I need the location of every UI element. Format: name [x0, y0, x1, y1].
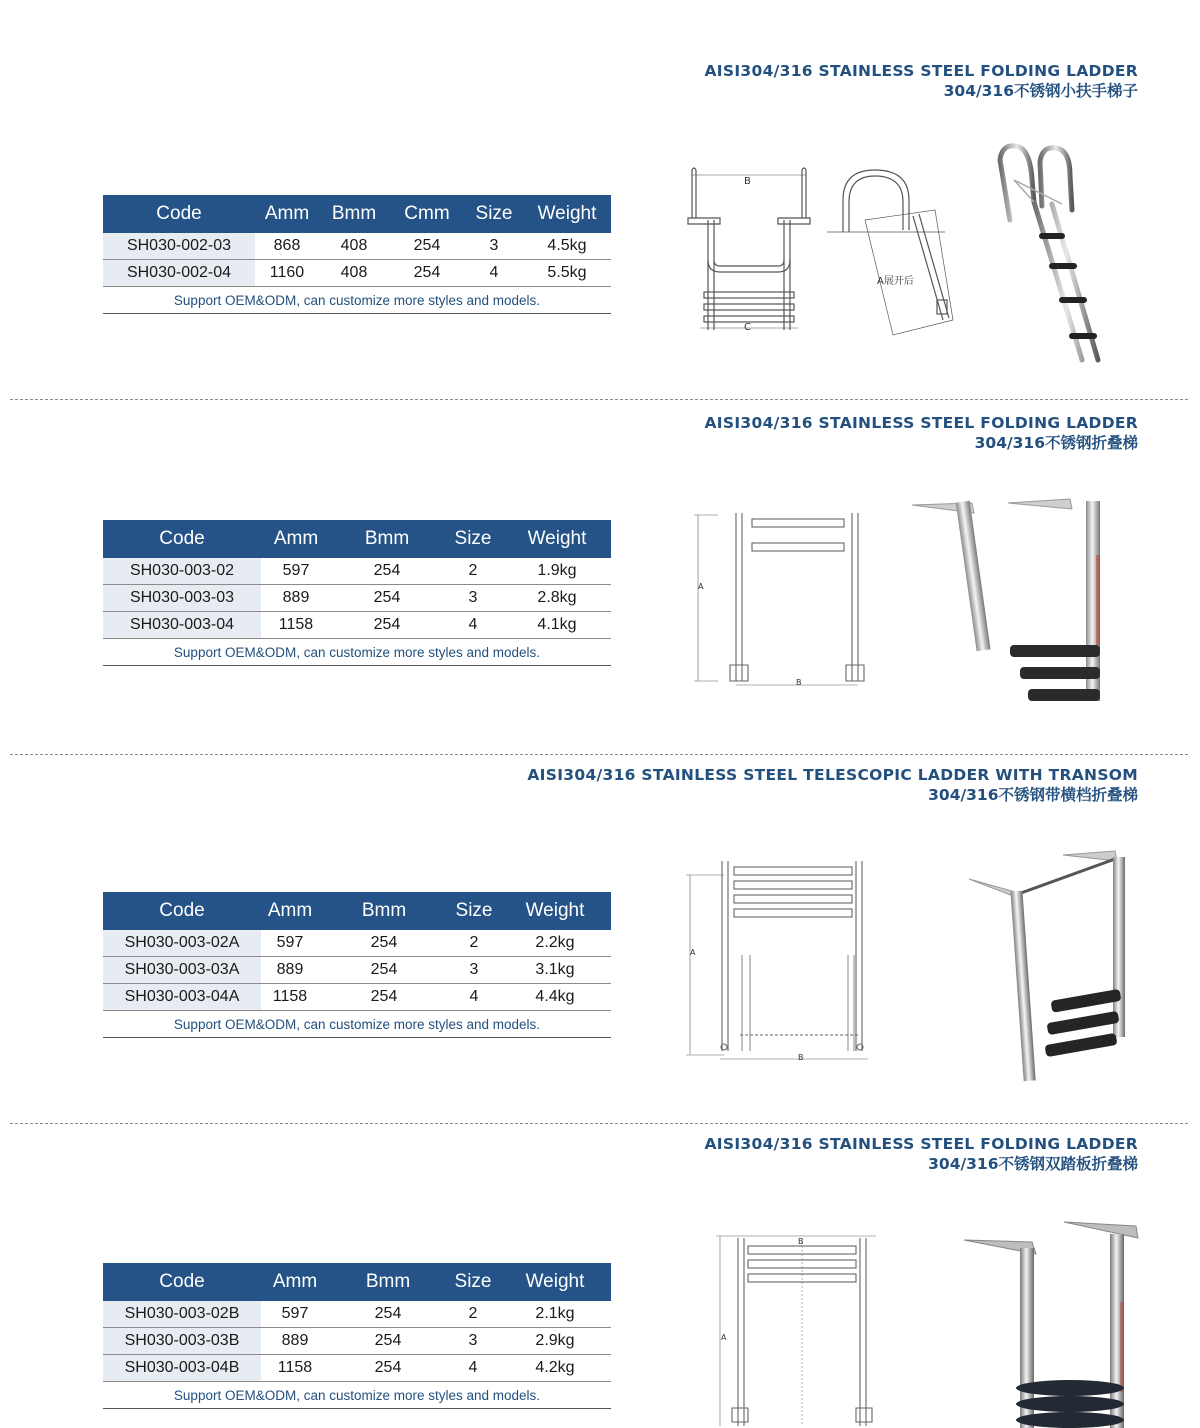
section-4-title-cn: 304/316不锈钢双踏板折叠梯 [928, 1155, 1138, 1173]
support-note: Support OEM&ODM, can customize more styles and models. [103, 639, 611, 666]
cell: 254 [331, 558, 443, 585]
table-row [103, 1328, 611, 1355]
column-header: Amm [261, 892, 319, 930]
cell: 3 [465, 233, 523, 260]
cell-code: SH030-003-02B [103, 1301, 261, 1328]
table-row [103, 984, 611, 1011]
cell: 4 [447, 1355, 499, 1382]
drawing-label-b: B [744, 176, 751, 187]
table-header-row [103, 1263, 611, 1301]
drawing-label-unfold: A展开后 [877, 276, 914, 287]
support-note: Support OEM&ODM, can customize more styles and models. [103, 1382, 611, 1409]
table-row [103, 1301, 611, 1328]
cell: 1160 [255, 260, 319, 287]
cell: 889 [261, 957, 319, 984]
section-1-title [705, 61, 1139, 101]
table-row [103, 1355, 611, 1382]
cell: 3.1kg [499, 957, 611, 984]
table-row [103, 233, 611, 260]
cell: 868 [255, 233, 319, 260]
section-3-title-en: AISI304/316 STAINLESS STEEL TELESCOPIC LADDER WITH TRANSOM [527, 766, 1138, 784]
cell: 408 [319, 233, 389, 260]
column-header: Bmm [329, 1263, 447, 1301]
cell: 3 [447, 1328, 499, 1355]
section-1-front-drawing [680, 160, 820, 340]
cell-code: SH030-003-03A [103, 957, 261, 984]
column-header: Weight [499, 892, 611, 930]
section-1-title-cn: 304/316不锈钢小扶手梯子 [943, 82, 1138, 100]
cell: 5.5kg [523, 260, 611, 287]
drawing-label-a: A [721, 1333, 727, 1342]
section-4-title-en: AISI304/316 STAINLESS STEEL FOLDING LADDER [704, 1135, 1138, 1153]
section-1-title-en: AISI304/316 STAINLESS STEEL FOLDING LADDER [704, 62, 1138, 80]
cell: 254 [331, 612, 443, 639]
section-3-spec-table [103, 892, 611, 1038]
column-header: Code [103, 520, 261, 558]
cell: 2.2kg [499, 930, 611, 957]
cell: 1158 [261, 1355, 329, 1382]
column-header: Weight [523, 195, 611, 233]
cell: 4.4kg [499, 984, 611, 1011]
cell: 254 [329, 1328, 447, 1355]
drawing-label-a: A [690, 948, 696, 957]
drawing-label-b: B [796, 678, 802, 687]
column-header: Size [449, 892, 499, 930]
cell-code: SH030-003-02A [103, 930, 261, 957]
cell: 254 [319, 930, 449, 957]
cell: 3 [449, 957, 499, 984]
table-row [103, 558, 611, 585]
column-header: Size [443, 520, 503, 558]
column-header: Bmm [319, 195, 389, 233]
section-1-spec-table [103, 195, 611, 314]
drawing-label-b: B [798, 1053, 804, 1062]
column-header: Amm [261, 1263, 329, 1301]
section-2-ladder-photo [910, 495, 1120, 725]
table-header-row [103, 520, 611, 558]
section-1-ladder-photo [990, 140, 1110, 370]
section-2-title-cn: 304/316不锈钢折叠梯 [974, 434, 1138, 452]
column-header: Code [103, 1263, 261, 1301]
cell: 254 [319, 984, 449, 1011]
column-header: Size [447, 1263, 499, 1301]
section-4-spec-table [103, 1263, 611, 1409]
section-2-spec-table [103, 520, 611, 666]
cell: 597 [261, 558, 331, 585]
cell-code: SH030-003-03B [103, 1328, 261, 1355]
cell-code: SH030-002-04 [103, 260, 255, 287]
column-header: Weight [503, 520, 611, 558]
cell: 597 [261, 930, 319, 957]
table-header-row [103, 892, 611, 930]
cell: 1.9kg [503, 558, 611, 585]
cell: 4.2kg [499, 1355, 611, 1382]
cell-code: SH030-003-04 [103, 612, 261, 639]
column-header: Code [103, 195, 255, 233]
section-3-title [527, 765, 1138, 805]
cell: 4.1kg [503, 612, 611, 639]
section-2-title [705, 413, 1139, 453]
column-header: Weight [499, 1263, 611, 1301]
cell-code: SH030-002-03 [103, 233, 255, 260]
cell: 4 [449, 984, 499, 1011]
table-row [103, 260, 611, 287]
cell: 4.5kg [523, 233, 611, 260]
section-4-title [705, 1134, 1139, 1174]
cell: 1158 [261, 984, 319, 1011]
column-header: Code [103, 892, 261, 930]
drawing-label-c: C [744, 322, 751, 333]
cell: 2.1kg [499, 1301, 611, 1328]
section-4-front-drawing [712, 1230, 892, 1428]
section-3-front-drawing [684, 855, 884, 1065]
cell: 254 [319, 957, 449, 984]
support-note: Support OEM&ODM, can customize more styles and models. [103, 287, 611, 314]
cell: 254 [389, 233, 465, 260]
drawing-label-a: A [698, 582, 704, 591]
section-4-ladder-photo [960, 1212, 1150, 1428]
section-3-ladder-photo [965, 845, 1140, 1085]
cell: 597 [261, 1301, 329, 1328]
section-divider [10, 399, 1188, 400]
cell-code: SH030-003-04A [103, 984, 261, 1011]
section-3-title-cn: 304/316不锈钢带横档折叠梯 [928, 786, 1138, 804]
table-row [103, 957, 611, 984]
table-row [103, 585, 611, 612]
cell: 2 [443, 558, 503, 585]
cell: 2.9kg [499, 1328, 611, 1355]
column-header: Amm [261, 520, 331, 558]
cell: 254 [389, 260, 465, 287]
cell: 2 [449, 930, 499, 957]
section-2-title-en: AISI304/316 STAINLESS STEEL FOLDING LADDER [704, 414, 1138, 432]
cell: 2 [447, 1301, 499, 1328]
cell: 408 [319, 260, 389, 287]
cell-code: SH030-003-04B [103, 1355, 261, 1382]
column-header: Size [465, 195, 523, 233]
cell: 889 [261, 1328, 329, 1355]
section-divider [10, 754, 1188, 755]
section-1-side-drawing [825, 160, 955, 340]
column-header: Cmm [389, 195, 465, 233]
cell-code: SH030-003-03 [103, 585, 261, 612]
drawing-label-b: B [798, 1237, 804, 1246]
table-row [103, 930, 611, 957]
cell: 254 [329, 1301, 447, 1328]
section-divider [10, 1123, 1188, 1124]
column-header: Amm [255, 195, 319, 233]
cell: 2.8kg [503, 585, 611, 612]
column-header: Bmm [319, 892, 449, 930]
table-row [103, 612, 611, 639]
cell-code: SH030-003-02 [103, 558, 261, 585]
cell: 254 [331, 585, 443, 612]
section-2-front-drawing [690, 505, 890, 695]
cell: 889 [261, 585, 331, 612]
cell: 4 [465, 260, 523, 287]
cell: 3 [443, 585, 503, 612]
cell: 4 [443, 612, 503, 639]
table-header-row [103, 195, 611, 233]
cell: 254 [329, 1355, 447, 1382]
cell: 1158 [261, 612, 331, 639]
column-header: Bmm [331, 520, 443, 558]
support-note: Support OEM&ODM, can customize more styles and models. [103, 1011, 611, 1038]
